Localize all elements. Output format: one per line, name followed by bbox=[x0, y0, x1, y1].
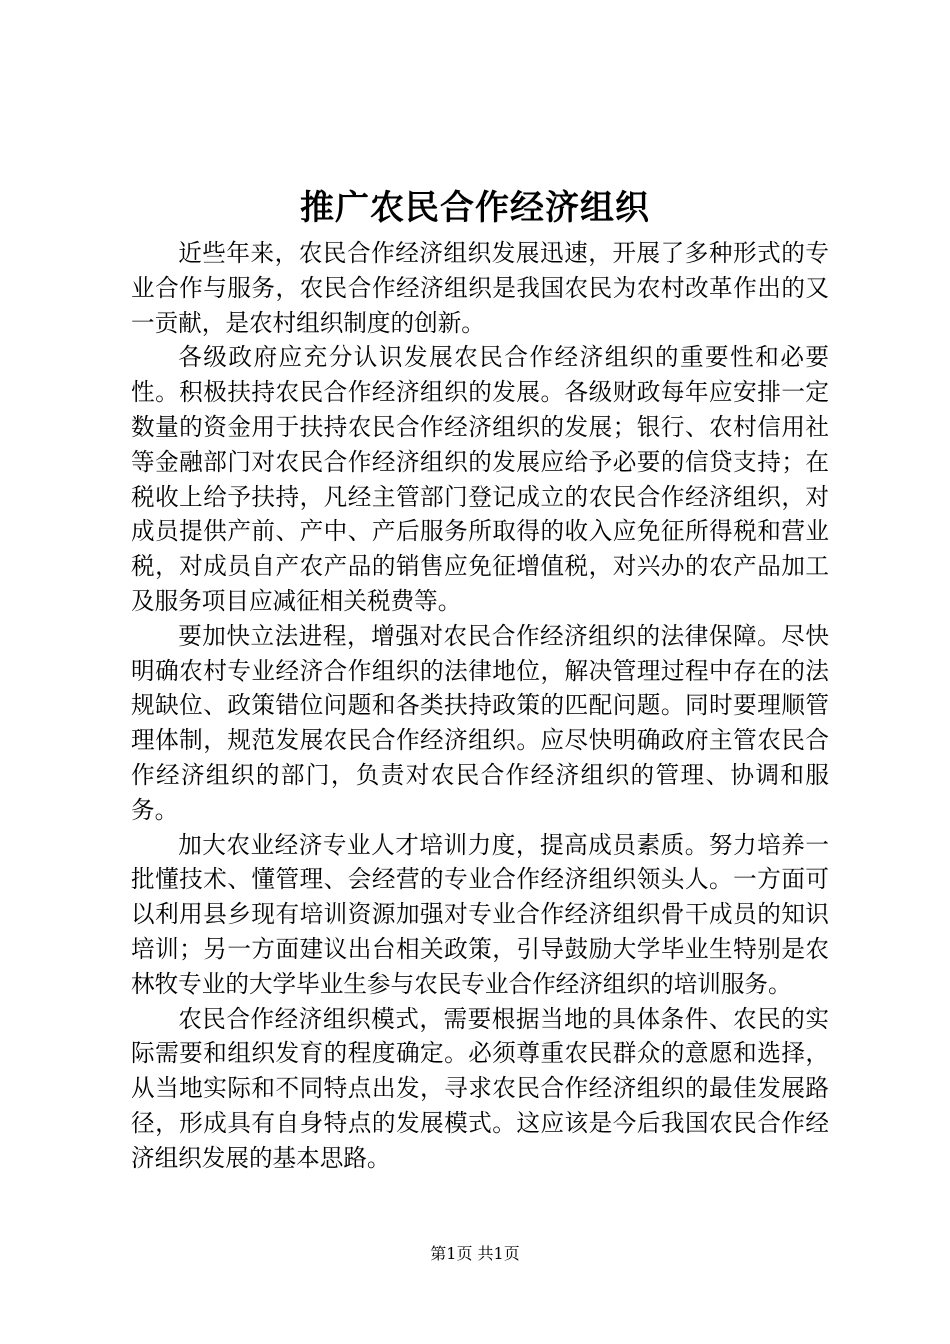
paragraph-4: 加大农业经济专业人才培训力度，提高成员素质。努力培养一批懂技术、懂管理、会经营的专业合作经济组织领头人。一方面可以利用县乡现有培训资源加强对专业合作经济组织骨干成员的知识培训；另一方面建议出台相关政策，引导鼓励大学毕业生特别是农林牧专业的大学毕业生参与农民专业合作经济组织的培训服务。 bbox=[131, 830, 829, 998]
document-title: 推广农民合作经济组织 bbox=[300, 188, 650, 228]
paragraph-1: 近些年来，农民合作经济组织发展迅速，开展了多种形式的专业合作与服务，农民合作经济组织是我国农民为农村改革作出的又一贡献，是农村组织制度的创新。 bbox=[131, 239, 829, 337]
paragraph-2: 各级政府应充分认识发展农民合作经济组织的重要性和必要性。积极扶持农民合作经济组织的发展。各级财政每年应安排一定数量的资金用于扶持农民合作经济组织的发展；银行、农村信用社等金融部门对农民合作经济组织的发展应给予必要的信贷支持；在税收上给予扶持，凡经主管部门登记成立的农民合作经济组织，对成员提供产前、产中、产后服务所取得的收入应免征所得税和营业税，对成员自产农产品的销售应免征增值税，对兴办的农产品加工及服务项目应减征相关税费等。 bbox=[131, 343, 829, 615]
document-body bbox=[131, 236, 829, 1176]
paragraph-3: 要加快立法进程，增强对农民合作经济组织的法律保障。尽快明确农村专业经济合作组织的法律地位，解决管理过程中存在的法规缺位、政策错位问题和各类扶持政策的匹配问题。同时要理顺管理体制，规范发展农民合作经济组织。应尽快明确政府主管农民合作经济组织的部门，负责对农民合作经济组织的管理、协调和服务。 bbox=[131, 621, 829, 824]
page-footer: 第1页 共1页 bbox=[430, 1244, 520, 1263]
paragraph-5: 农民合作经济组织模式，需要根据当地的具体条件、农民的实际需要和组织发育的程度确定。必须尊重农民群众的意愿和选择，从当地实际和不同特点出发，寻求农民合作经济组织的最佳发展路径，形成具有自身特点的发展模式。这应该是今后我国农民合作经济组织发展的基本思路。 bbox=[131, 1004, 829, 1172]
